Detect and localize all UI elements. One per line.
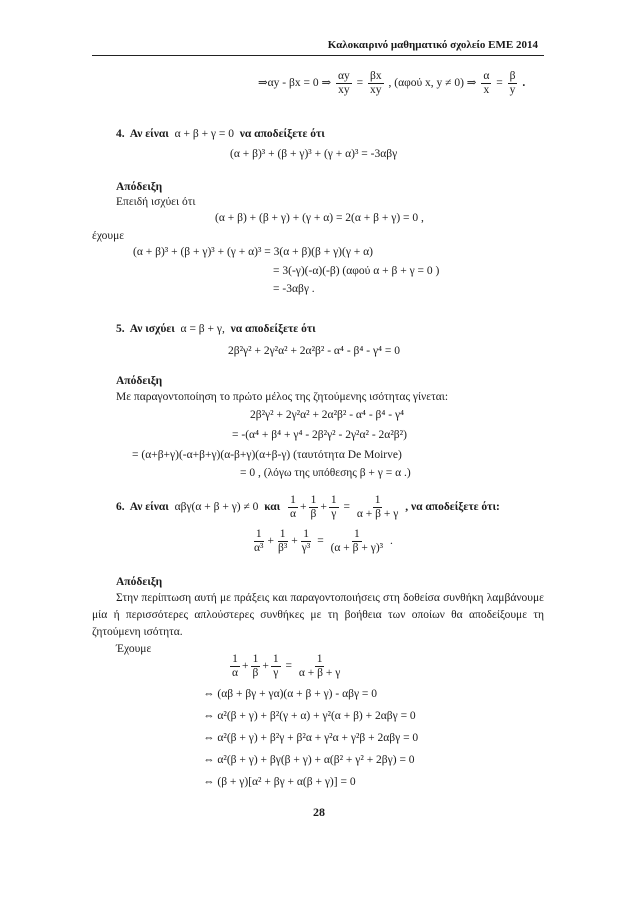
header-title: Καλοκαιρινό μαθηματικό σχολείο ΕΜΕ 2014 [327,39,538,51]
problem-5-text: Με παραγοντοποίηση το πρώτο μέλος της ζητούμενης ισότητας γίνεται: [116,391,449,403]
problem-5-proof-title: Απόδειξη [116,375,163,387]
fraction: $\frac{1}{\alpha + \beta + \gamma}$ [356,494,399,520]
problem-6-goal: $\frac{1}{\text{α³}}$ + $\frac{1}{\text{β³}}$ + $\frac{1}{\text{γ³}}$ = $\frac{1}{\text{(α + β + γ)³}}$ . [254,528,393,554]
fraction: $\frac{1}{\text{γ³}}$ [301,528,311,554]
problem-6-line-1: ⇔ (αβ + βγ + γα)(α + β + γ) - αβγ = 0 [203,688,378,700]
problem-6-we-have: Έχουμε [116,643,152,655]
problem-6-paragraph: Στην περίπτωση αυτή με πράξεις και παραγοντοποιήσεις στη δοθείσα συνθήκη λαμβάνουμε μία ή περισσότερες απλούστερες συνθήκες με τη βοήθεια των οποίων θα αποδείξουμε τη ζητούμενη ισότητα. [92,592,544,638]
problem-5-line-2: = -(α⁴ + β⁴ + γ⁴ - 2β²γ² - 2γ²α² - 2α²β²) [232,429,407,441]
problem-4-since: Επειδή ισχύει ότι [116,196,196,208]
page-header [92,38,544,56]
problem-4-line-2: = 3(-γ)(-α)(-β) (αφού α + β + γ = 0 ) [273,265,440,277]
problem-5-statement: 5. Αν ισχύει α = β + γ, να αποδείξετε ότι [116,323,316,335]
fraction: $\frac{1}{\alpha + \beta + \gamma}$ [298,653,341,679]
problem-4-statement: 4. Αν είναι α + β + γ = 0 να αποδείξετε ότι [116,128,325,140]
problem-6-given: $\frac{1}{\alpha}$ + $\frac{1}{\beta}$ + $\frac{1}{\gamma}$ = $\frac{1}{\alpha + \beta + \gamma}$ [232,653,341,679]
problem-6-proof-title: Απόδειξη [116,576,163,588]
problem-6-statement: 6. Αν είναι αβγ(α + β + γ) ≠ 0 και $\frac{1}{\alpha}$ + $\frac{1}{\beta}$ + $\frac{1}{\gamma}$ = $\frac{1}{\alpha + \beta + \gamma}$ , να αποδείξετε ότι: [116,494,500,520]
problem-6-line-5: ⇔ (β + γ)[α² + βγ + α(β + γ)] = 0 [203,776,356,788]
fraction: $\frac{1}{\text{(α + β + γ)³}}$ [330,528,384,554]
problem-4-line-3: = -3αβγ . [273,283,315,295]
fraction: $\frac{1}{\beta}$ [252,653,259,679]
problem-5-line-4: = 0 , (λόγω της υπόθεσης β + γ = α .) [240,467,411,479]
fraction: $\frac{\beta}{y}$ [509,70,516,96]
fraction: $\frac{1}{\alpha}$ [232,653,239,679]
problem-4-line-1: (α + β)³ + (β + γ)³ + (γ + α)³ = 3(α + β)(β + γ)(γ + α) [133,246,374,258]
problem-4-we-have: έχουμε [92,230,125,242]
problem-6-line-2: ⇔ α²(β + γ) + β²(γ + α) + γ²(α + β) + 2αβγ = 0 [203,710,416,722]
problem-4-proof-title: Απόδειξη [116,181,163,193]
top-implication-line: ⇒αy - βx = 0 ⇒ $\frac{\alpha y}{xy}$ = $\frac{\beta x}{xy}$ , (αφού x, y ≠ 0) ⇒ $\frac{\alpha}{x}$ = $\frac{\beta}{y}$ . [258,70,526,96]
problem-5-goal: 2β²γ² + 2γ²α² + 2α²β² - α⁴ - β⁴ - γ⁴ = 0 [228,345,401,357]
fraction: $\frac{1}{\alpha}$ [289,494,297,520]
problem-5-line-3: = (α+β+γ)(-α+β+γ)(α-β+γ)(α+β-γ) (ταυτότητα De Moirve) [132,449,402,461]
fraction: $\frac{1}{\text{β³}}$ [277,528,288,554]
problem-4-goal: (α + β)³ + (β + γ)³ + (γ + α)³ = -3αβγ [230,148,398,160]
fraction: $\frac{1}{\beta}$ [310,494,317,520]
fraction: $\frac{1}{\text{α³}}$ [254,528,264,554]
problem-6-line-4: ⇔ α²(β + γ) + βγ(β + γ) + α(β² + γ² + 2βγ) = 0 [203,754,415,766]
problem-5-line-1: 2β²γ² + 2γ²α² + 2α²β² - α⁴ - β⁴ - γ⁴ [250,409,405,421]
fraction: $\frac{\beta x}{xy}$ [370,70,382,96]
fraction: $\frac{1}{\gamma}$ [330,494,337,520]
fraction: $\frac{\alpha y}{xy}$ [337,70,350,96]
fraction: $\frac{\alpha}{x}$ [483,70,490,96]
fraction: $\frac{1}{\gamma}$ [272,653,279,679]
problem-4-sum: (α + β) + (β + γ) + (γ + α) = 2(α + β + γ) = 0 , [215,212,424,224]
page-number: 28 [313,805,325,819]
problem-6-line-3: ⇔ α²(β + γ) + β²γ + β²α + γ²α + γ²β + 2αβγ = 0 [203,732,419,744]
